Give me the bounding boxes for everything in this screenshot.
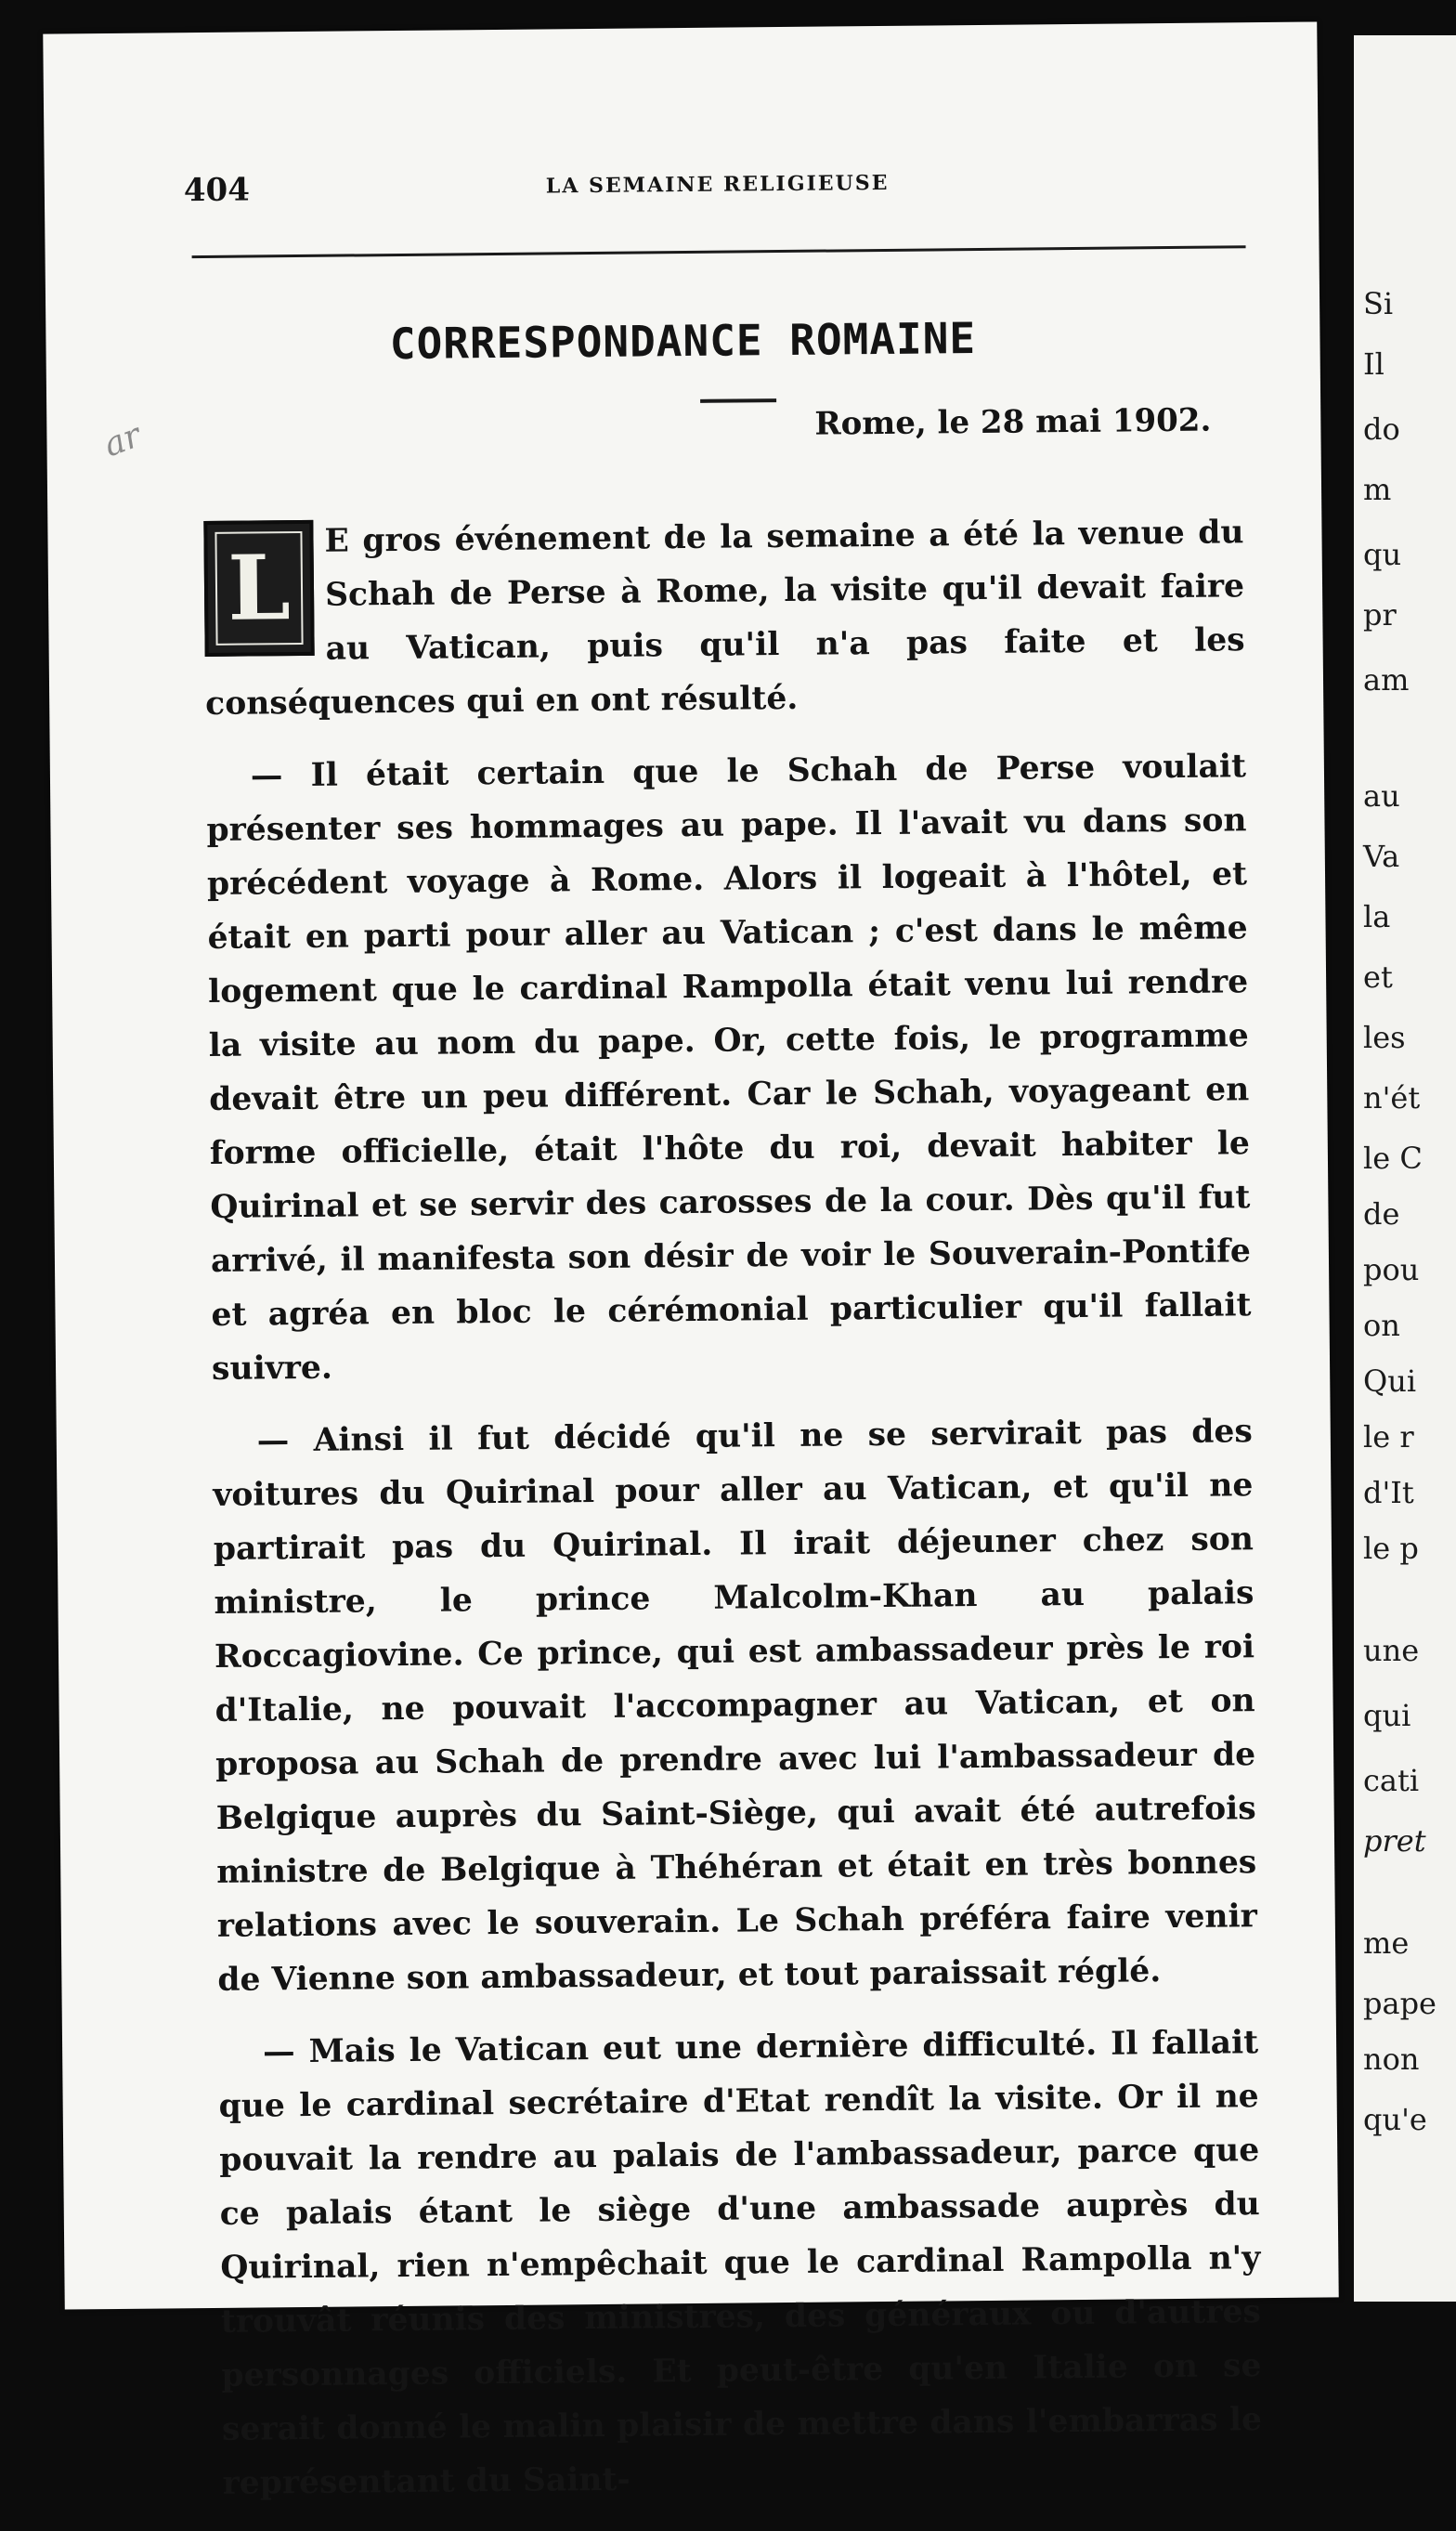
title-rule	[700, 398, 776, 403]
ornamental-dropcap	[203, 520, 314, 657]
adjacent-page-fragment: Il	[1363, 346, 1384, 382]
adjacent-page-fragment: m	[1363, 472, 1392, 507]
adjacent-page-fragment: de	[1363, 1196, 1400, 1232]
adjacent-page-fragment: qui	[1363, 1698, 1411, 1733]
adjacent-page-fragment: me	[1363, 1925, 1410, 1961]
journal-title: LA SEMAINE RELIGIEUSE	[545, 170, 890, 199]
paragraph-4: — Mais le Vatican eut une dernière difficulté. Il fallait que le cardinal secrétaire d'Etat rendît la visite. Or il ne pouvait la rendre au palais de l'ambassadeur, parce que ce palais étant le siège d'une ambassade auprès du Quirinal, rien n'empêchait que le cardinal Rampolla n'y trouvât réunis des ministres, des généraux ou d'autres personnages officiels. Et peut-être qu'en Italie on se serait donné le malin plaisir de mettre dans l'embarras le représentant du Saint-	[218, 2024, 1263, 2502]
adjacent-page-fragment: n'ét	[1363, 1080, 1421, 1115]
adjacent-page-fragment: am	[1363, 662, 1410, 698]
adjacent-page-fragment: la	[1363, 899, 1391, 934]
adjacent-page-fragment: cati	[1363, 1763, 1420, 1798]
adjacent-page-fragment: et	[1363, 959, 1393, 995]
adjacent-page-fragment: d'It	[1363, 1475, 1414, 1510]
adjacent-page-fragment: qu'e	[1363, 2102, 1427, 2137]
adjacent-page-fragment: le p	[1363, 1531, 1419, 1566]
adjacent-page-fragment: Qui	[1363, 1363, 1417, 1399]
adjacent-page-fragment: les	[1363, 1020, 1406, 1055]
adjacent-page-fragment: le C	[1363, 1141, 1423, 1176]
handwritten-margin-note: ar	[98, 416, 147, 465]
adjacent-page-fragment: le r	[1363, 1419, 1414, 1455]
dateline: Rome, le 28 mai 1902.	[814, 401, 1212, 443]
adjacent-page-edge	[1354, 35, 1456, 2302]
article-body	[203, 505, 1263, 2529]
adjacent-page-fragment: on	[1363, 1308, 1400, 1343]
adjacent-page-fragment: pou	[1363, 1252, 1420, 1287]
adjacent-page-fragment: une	[1363, 1633, 1420, 1668]
adjacent-page-fragment: pr	[1363, 597, 1397, 633]
page-number: 404	[183, 171, 251, 210]
section-title: CORRESPONDANCE ROMAINE	[389, 313, 977, 370]
paragraph-2: — Il était certain que le Schah de Perse voulait présenter ses hommages au pape. Il l'avait vu dans son précédent voyage à Rome. Alors il logeait à l'hôtel, et était en parti pour aller au Vatican ; c'est dans le même logement que le cardinal Rampolla était venu lui rendre la visite au nom du pape. Or, cette fois, le programme devait être un peu différent. Car le Schah, voyageant en forme officielle, était l'hôte du roi, devait habiter le Quirinal et se servir des carosses de la cour. Dès qu'il fut arrivé, il manifesta son désir de voir le Souverain-Pontife et agréa en bloc le cérémonial particulier qu'il fallait suivre.	[206, 748, 1252, 1388]
dropcap-frame	[214, 531, 303, 646]
book-page	[43, 21, 1338, 2502]
paragraph-1-text: E gros événement de la semaine a été la venue du Schah de Perse à Rome, la visite qu'il devait faire au Vatican, puis qu'il n'a pas faite et les conséquences qui en ont résulté.	[205, 514, 1245, 723]
adjacent-page-fragment: non	[1363, 2042, 1420, 2077]
adjacent-page-fragment: Va	[1363, 839, 1400, 874]
adjacent-page-fragment: pape	[1363, 1986, 1436, 2021]
adjacent-page-fragment: qu	[1363, 537, 1402, 572]
adjacent-page-fragment: au	[1363, 778, 1400, 814]
adjacent-page-fragment: do	[1363, 411, 1400, 447]
running-head	[45, 151, 1320, 219]
header-rule	[192, 245, 1246, 258]
paragraph-3: — Ainsi il fut décidé qu'il ne se servirait pas des voitures du Quirinal pour aller au Vatican, et qu'il ne partirait pas du Quirinal. Il irait déjeuner chez son ministre, le prince Malcolm-Khan au palais Roccagiovine. Ce prince, qui est ambassadeur près le roi d'Italie, ne pouvait l'accompagner au Vatican, et on proposa au Schah de prendre avec lui l'ambassadeur de Belgique auprès du Saint-Siège, qui avait été autrefois ministre de Belgique à Théhéran et était en très bonnes relations avec le souverain. Le Schah préféra faire venir de Vienne son ambassadeur, et tout paraissait réglé.	[213, 1413, 1257, 1999]
adjacent-page-fragment: Si	[1363, 286, 1394, 321]
paragraph-1	[203, 505, 1245, 731]
dropcap-letter: L	[227, 535, 292, 641]
adjacent-page-fragment: pret	[1363, 1823, 1426, 1859]
